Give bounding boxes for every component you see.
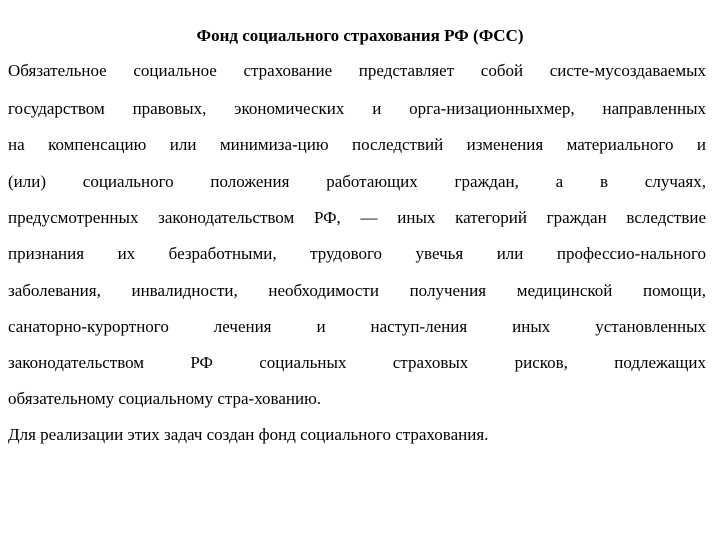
page-title: Фонд социального страхования РФ (ФСС)	[196, 26, 524, 45]
text-line-5: предусмотренных законодательством РФ, — иных категорий граждан вследствие	[8, 208, 706, 227]
text-line-2: государством правовых, экономических и орга-низационныхмер, направленных	[8, 99, 706, 118]
text-line-9: законодательством РФ социальных страховых рисков, подлежащих	[8, 353, 706, 372]
text-line-1: Обязательное социальное страхование представляет собой систе-мусоздаваемых	[8, 61, 706, 80]
text-line-3: на компенсацию или минимиза-цию последствий изменения материального и	[8, 135, 706, 154]
text-line-7: заболевания, инвалидности, необходимости получения медицинской помощи,	[8, 281, 706, 300]
text-line-4: (или) социального положения работающих граждан, а в случаях,	[8, 172, 706, 191]
text-line-8: санаторно-курортного лечения и наступ-ления иных установленных	[8, 317, 706, 336]
text-line-10: обязательному социальному стра-хованию.	[8, 389, 322, 408]
text-line-6: признания их безработными, трудового увечья или профессио-нального	[8, 244, 706, 263]
text-line-11: Для реализации этих задач создан фонд социального страхования.	[8, 425, 489, 444]
